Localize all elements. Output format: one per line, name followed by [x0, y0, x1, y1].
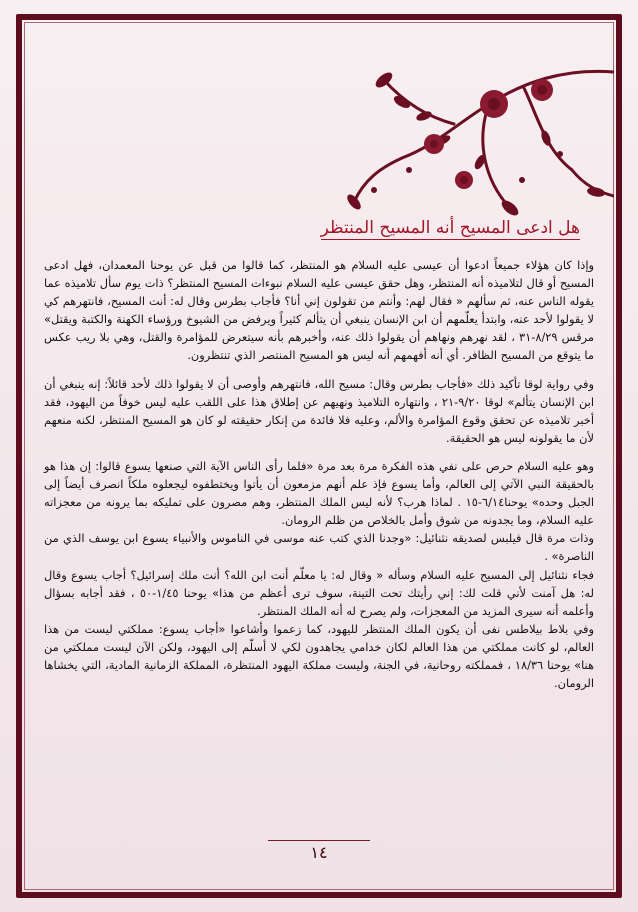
- floral-ornament-icon: [284, 20, 614, 235]
- paragraph: وإذا كان هؤلاء جميعاً ادعوا أن عيسى عليه السلام هو المنتظر، كما قالوا من قبل عن يوحنا المعمدان، فهل ادعى المسيح أو قال لتلاميذه أنه المنتظر، وهل حقق عيسى عليه السلام نبوءات المسيح المنتظر؟ ذات يوم سأل تلاميذه عما يقوله الناس عنه، ثم سألهم « فقال لهم: وأنتم من تقولون إني أنا؟ فأجاب بطرس وقال له: أنت المسيح، فانتهرهم كي لا يقولوا لأحد عنه، وابتدأ يعلّمهم أن ابن الإنسان ينبغي أن يتألم كثيراً ويرفض من الشيوخ ورؤساء الكهنة والكتبة ويقتل» مرقس ٨/٢٩-٣١ ، لقد نهرهم ونهاهم أن يقولوا ذلك عنه، وأخبرهم بأنه سيتعرض للمؤامرة والقتل، وهي بلا ريب عكس ما يتوقع من المسيح الظافر. أي أنه أفهمهم أنه ليس هو المسيح المنتصر الذي تنتظرون.: [44, 258, 594, 363]
- paragraph: وذات مرة قال فيلبس لصديقه نثنائيل: «وجدنا الذي كتب عنه موسى في الناموس والأنبياء يسوع ابن يوسف الذي من الناصرة» .: [44, 531, 594, 564]
- paragraph: وفي بلاط بيلاطس نفى أن يكون الملك المنتظر لليهود، كما زعموا وأشاعوا «أجاب يسوع: مملكتي ليست من هذا العالم، لو كانت مملكتي من هذا العالم لكان خدامي يجاهدون لكي لا أسلّم إلى اليهود، ولكن الآن ليست مملكتي من هنا» يوحنا ١٨/٣٦ ، فمملكته روحانية، في الجنة، وليست مملكة اليهود المنتظرة، المملكة الزمانية المادية، التي يخشاها الرومان.: [44, 621, 594, 691]
- page-title: هل ادعى المسيح أنه المسيح المنتظر: [320, 218, 580, 238]
- paragraph: وهو عليه السلام حرص على نفي هذه الفكرة مرة بعد مرة «فلما رأى الناس الآية التي صنعها يسوع قالوا: إن هذا هو بالحقيقة النبي الآتي إلى العالم، وأما يسوع فإذ علم أنهم مزمعون أن يأتوا ويختطفوه ليجعلوه ملكاً انصرف أيضاً إلى الجبل وحده» يوحنا٦/١٤-١٥ . لماذا هرب؟ لأنه ليس الملك المنتظر، وهم مصرون على تمليكه بما يرونه من معجزاته عليه السلام، وما يجدونه من شوق وأمل بالخلاص من ظلم الرومان.: [44, 458, 594, 528]
- body-text: [44, 256, 594, 692]
- page-number: ١٤: [268, 840, 370, 865]
- paragraph: وفي رواية لوقا تأكيد ذلك «فأجاب بطرس وقال: مسيح الله، فانتهرهم وأوصى أن لا يقولوا ذلك لأحد قائلاً: إنه ينبغي أن ابن الإنسان يتألم» لوقا ٩/٢٠-٢١ ، وانتهاره التلاميذ ونهيهم عن إطلاق هذا على اللقب عليه ليس خوفاً من اليهود، فقد أخبر تلاميذه عن تحقق وقوع المؤامرة والألم، وعليه فلا فائدة من إنكار حقيقته لو كان هو المسيح المنتظر، لكنه منعهم لأن ما يقولونه ليس هو الحقيقة.: [44, 376, 594, 445]
- paragraph: فجاء نثنائيل إلى المسيح عليه السلام وسأله « وقال له: يا معلّم أنت ابن الله؟ أنت ملك إسرائيل؟ أجاب يسوع وقال له: هل آمنت لأني قلت لك: إني رأيتك تحت التينة، سوف ترى أعظم من هذا» يوحنا ١/٤٥-٥٠ ، فقد أجابه بسؤال وأعلمه أنه سيرى المزيد من المعجزات، ولم يصرح له أنه الملك المنتظر.: [44, 567, 594, 618]
